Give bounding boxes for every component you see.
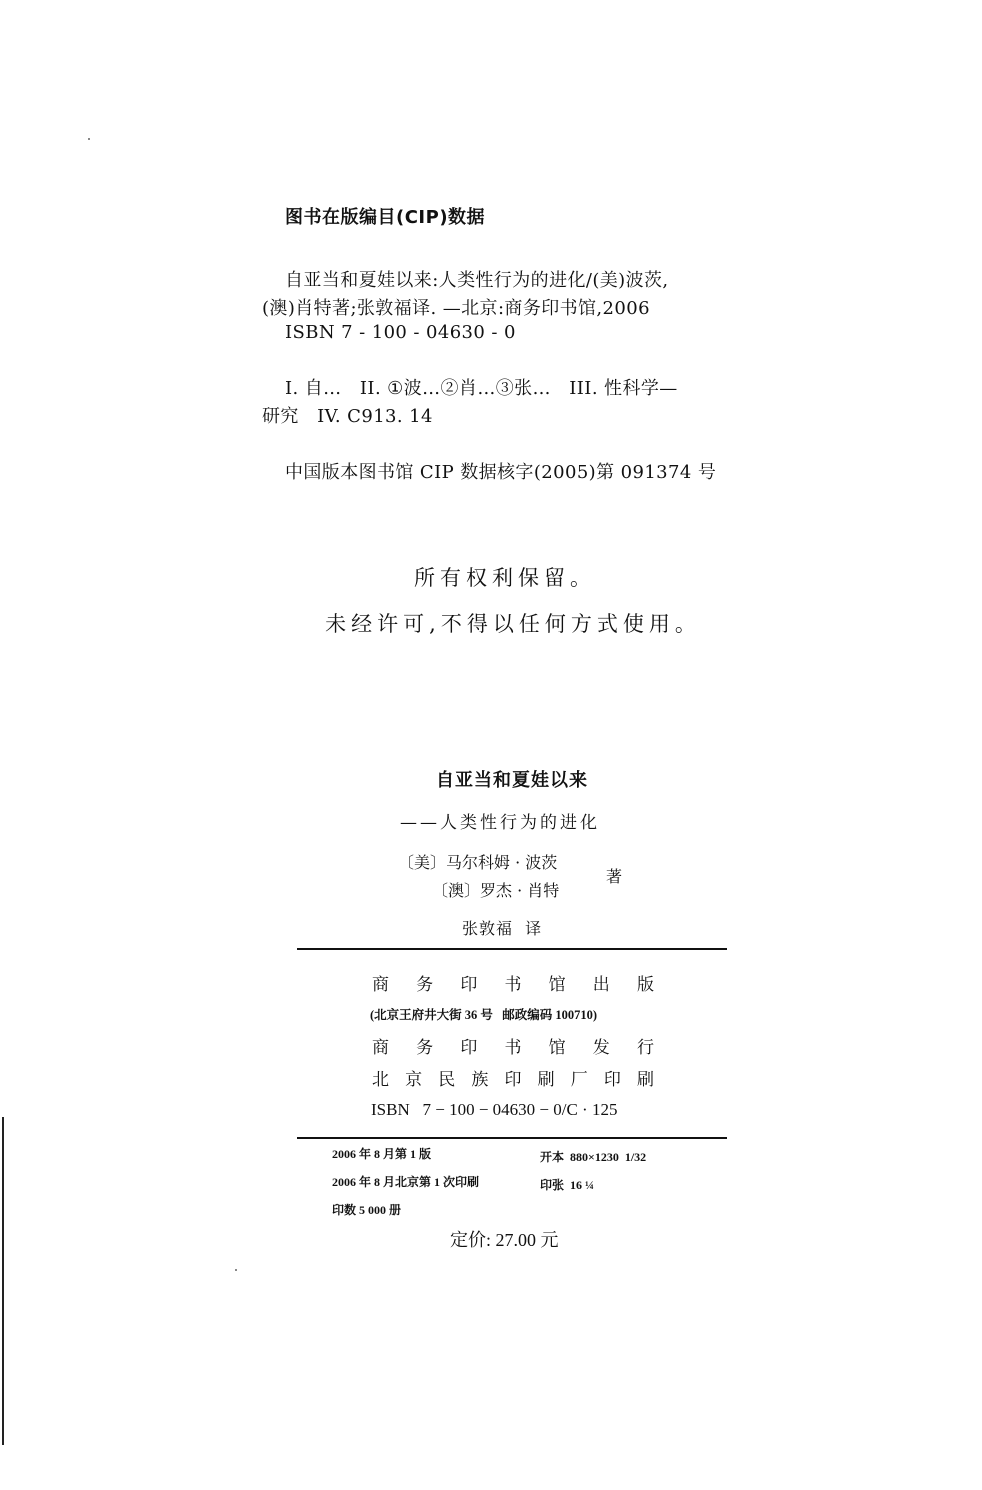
char: 发: [592, 1038, 610, 1058]
book-title: 自亚当和夏娃以来: [436, 770, 588, 791]
scan-speck: [88, 138, 90, 140]
char: 印: [504, 1070, 522, 1090]
scan-edge-line: [2, 1117, 4, 1445]
first-edition: 2006 年 8 月第 1 版: [332, 1147, 432, 1161]
printed-by: [372, 1065, 654, 1090]
char: 版: [636, 975, 654, 995]
rights-reserved: 所有权利保留。: [414, 566, 596, 590]
char: 刷: [537, 1070, 555, 1090]
translator: 张敦福 译: [462, 919, 543, 938]
author-1: 〔美〕马尔科姆 · 波茨: [398, 853, 558, 872]
char: 务: [416, 975, 434, 995]
format: 开本 880×1230 1/32: [540, 1150, 647, 1164]
cip-subjects-line1: I. 自… II. ①波…②肖…③张… III. 性科学—: [285, 378, 678, 399]
char: 印: [603, 1070, 621, 1090]
cip-record-number: 中国版本图书馆 CIP 数据核字(2005)第 091374 号: [285, 462, 717, 483]
char: 厂: [570, 1070, 588, 1090]
char: 民: [438, 1070, 456, 1090]
cip-entry-line1: 自亚当和夏娃以来:人类性行为的进化/(美)波茨,: [285, 270, 669, 291]
char: 商: [372, 1038, 389, 1058]
divider-top: [297, 948, 727, 950]
cip-entry-line2: (澳)肖特著;张敦福译. —北京:商务印书馆,2006: [262, 298, 650, 319]
author-2: 〔澳〕罗杰 · 肖特: [432, 881, 560, 900]
char: 印: [460, 1038, 478, 1058]
rights-notice: 未经许可,不得以任何方式使用。: [325, 612, 701, 636]
char: 馆: [548, 975, 566, 995]
author-role: 著: [606, 867, 623, 886]
book-subtitle: ——人类性行为的进化: [400, 813, 600, 833]
publisher-isbn: ISBN 7 − 100 − 04630 − 0/C · 125: [371, 1100, 618, 1119]
price: 定价: 27.00 元: [450, 1230, 559, 1250]
char: 行: [636, 1038, 654, 1058]
cip-heading: 图书在版编目(CIP)数据: [285, 207, 486, 228]
cip-isbn: ISBN 7 - 100 - 04630 - 0: [285, 322, 516, 343]
sheets: 印张 16 ¼: [540, 1178, 595, 1192]
char: 商: [372, 975, 389, 995]
char: 书: [504, 1038, 522, 1058]
char: 京: [405, 1070, 423, 1090]
char: 北: [372, 1070, 389, 1090]
char: 务: [416, 1038, 434, 1058]
cip-subjects-line2: 研究 IV. C913. 14: [262, 406, 433, 427]
divider-bottom: [297, 1137, 727, 1139]
first-printing: 2006 年 8 月北京第 1 次印刷: [332, 1175, 480, 1189]
publisher-address: (北京王府井大街 36 号 邮政编码 100710): [370, 1008, 598, 1022]
distributed-by: [372, 1033, 654, 1058]
char: 印: [460, 975, 478, 995]
char: 出: [592, 975, 610, 995]
scan-speck: [235, 1269, 237, 1271]
print-run: 印数 5 000 册: [332, 1203, 402, 1217]
char: 书: [504, 975, 522, 995]
published-by: [372, 970, 654, 995]
char: 刷: [637, 1070, 654, 1090]
char: 族: [471, 1070, 489, 1090]
char: 馆: [548, 1038, 566, 1058]
